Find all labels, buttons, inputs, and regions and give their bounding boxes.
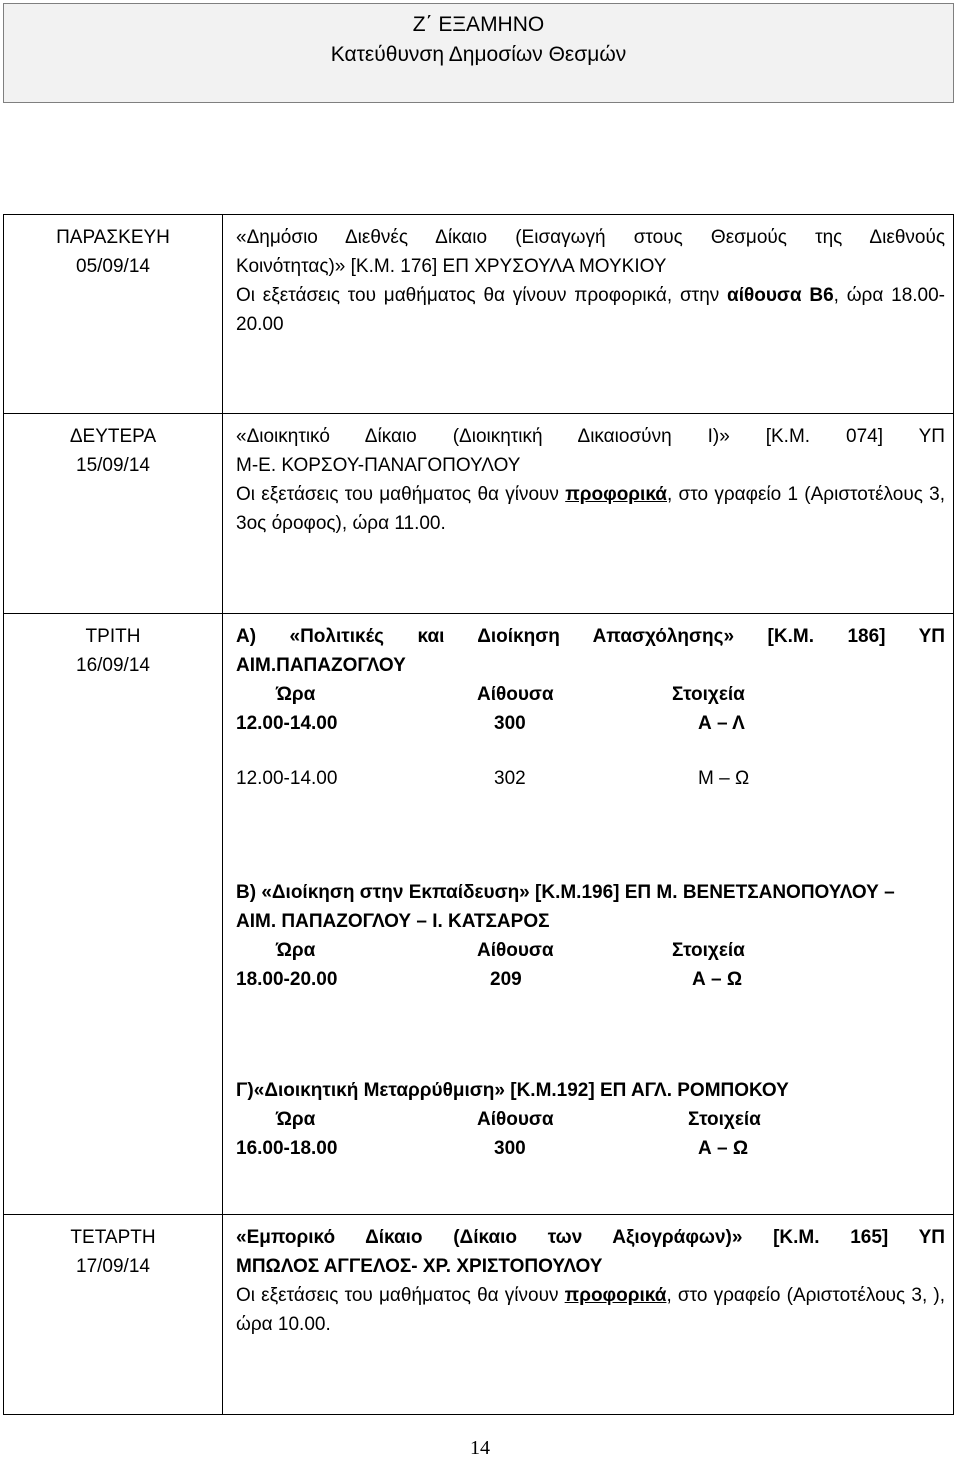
- oral-label: προφορικά: [565, 484, 667, 505]
- col-time-header: Ώρα: [276, 1109, 316, 1130]
- cell-room: 209: [490, 969, 522, 990]
- course-cell: [236, 1223, 945, 1339]
- course-b-title-cont: ΑΙΜ. ΠΑΠΑΖΟΓΛΟΥ – Ι. ΚΑΤΣΑΡΟΣ: [236, 911, 550, 932]
- note-text: , ώρα 18.00-20.00: [236, 285, 945, 335]
- course-a-table-row: [236, 764, 945, 793]
- page-number: 14: [470, 1437, 490, 1459]
- cell-letters: Α – Ω: [698, 1138, 749, 1159]
- cell-room: 300: [494, 1138, 526, 1159]
- schedule-row-friday: [3, 214, 954, 414]
- room-label: αίθουσα Β6: [727, 285, 834, 306]
- day-cell: [4, 215, 223, 413]
- note-text: Οι εξετάσεις του μαθήματος θα γίνουν προφορικά, στην: [236, 285, 728, 306]
- note-text: Οι εξετάσεις του μαθήματος θα γίνουν: [236, 1285, 565, 1306]
- course-cell: [236, 622, 945, 1163]
- cell-time: 12.00-14.00: [236, 713, 338, 734]
- cell-letters: Α – Λ: [698, 713, 745, 734]
- day-name: ΔΕΥΤΕΡΑ: [69, 426, 157, 447]
- course-title: «Εμπορικό Δίκαιο (Δίκαιο των Αξιογράφων)» [Κ.Μ. 165] ΥΠ: [236, 1227, 945, 1248]
- course-title-cont: Μ-Ε. ΚΟΡΣΟΥ-ΠΑΝΑΓΟΠΟΥΛΟΥ: [236, 455, 521, 476]
- course-title-cont: Κοινότητας)» [Κ.Μ. 176] ΕΠ ΧΡΥΣΟΥΛΑ ΜΟΥΚΙΟΥ: [236, 256, 667, 277]
- col-room-header: Αίθουσα: [477, 940, 554, 961]
- exam-note: [236, 1281, 945, 1339]
- col-letters-header: Στοιχεία: [688, 1109, 761, 1130]
- course-c-title: Γ)«Διοικητική Μεταρρύθμιση» [Κ.Μ.192] ΕΠ ΑΓΛ. ΡΟΜΠΟΚΟΥ: [236, 1080, 789, 1101]
- semester-header: [3, 3, 954, 103]
- day-cell: [4, 414, 223, 613]
- col-time-header: Ώρα: [276, 684, 316, 705]
- course-b-table-row: [236, 965, 945, 994]
- direction-title: Κατεύθυνση Δημοσίων Θεσμών: [330, 43, 627, 66]
- exam-note: [236, 281, 945, 339]
- course-a-title-cont: ΑΙΜ.ΠΑΠΑΖΟΓΛΟΥ: [236, 655, 406, 676]
- course-cell: [236, 223, 945, 339]
- day-cell: [4, 1215, 223, 1414]
- day-name: ΤΡΙΤΗ: [85, 626, 141, 647]
- cell-letters: Α – Ω: [692, 969, 743, 990]
- course-a-table-row: [236, 709, 945, 738]
- course-c-table-header: [236, 1105, 945, 1134]
- exam-note: [236, 480, 945, 538]
- schedule-row-wednesday: [3, 1214, 954, 1415]
- col-time-header: Ώρα: [276, 940, 316, 961]
- day-date: 05/09/14: [76, 256, 150, 277]
- semester-title: Ζ΄ ΕΞΑΜΗΝΟ: [412, 13, 545, 36]
- day-cell: [4, 614, 223, 1214]
- course-cell: [236, 422, 945, 538]
- cell-letters: Μ – Ω: [698, 768, 750, 789]
- day-date: 15/09/14: [76, 455, 150, 476]
- day-date: 17/09/14: [76, 1256, 150, 1277]
- note-text: , στο γραφείο (Αριστοτέλους 3, ), ώρα 10.00.: [236, 1285, 946, 1335]
- cell-time: 12.00-14.00: [236, 768, 338, 789]
- day-name: ΠΑΡΑΣΚΕΥΗ: [56, 227, 170, 248]
- cell-room: 302: [494, 768, 526, 789]
- note-text: , στο γραφείο 1 (Αριστοτέλους 3, 3ος όροφος), ώρα 11.00.: [236, 484, 945, 534]
- cell-time: 16.00-18.00: [236, 1138, 338, 1159]
- col-room-header: Αίθουσα: [477, 1109, 554, 1130]
- day-date: 16/09/14: [76, 655, 150, 676]
- course-a-title: Α) «Πολιτικές και Διοίκηση Απασχόλησης» [Κ.Μ. 186] ΥΠ: [236, 626, 945, 647]
- course-title-cont: ΜΠΩΛΟΣ ΑΓΓΕΛΟΣ- ΧΡ. ΧΡΙΣΤΟΠΟΥΛΟΥ: [236, 1256, 603, 1277]
- col-letters-header: Στοιχεία: [672, 684, 745, 705]
- schedule-row-tuesday: [3, 613, 954, 1215]
- col-letters-header: Στοιχεία: [672, 940, 745, 961]
- course-c-table-row: [236, 1134, 945, 1163]
- day-name: ΤΕΤΑΡΤΗ: [70, 1227, 156, 1248]
- oral-label: προφορικά: [564, 1285, 667, 1306]
- col-room-header: Αίθουσα: [477, 684, 554, 705]
- course-b-table-header: [236, 936, 945, 965]
- course-b-title: Β) «Διοίκηση στην Εκπαίδευση» [Κ.Μ.196] ΕΠ Μ. ΒΕΝΕΤΣΑΝΟΠΟΥΛΟΥ –: [236, 882, 895, 903]
- schedule-row-monday: [3, 413, 954, 614]
- course-title: «Δημόσιο Διεθνές Δίκαιο (Εισαγωγή στους Θεσμούς της Διεθνούς: [236, 227, 945, 248]
- cell-room: 300: [494, 713, 526, 734]
- note-text: Οι εξετάσεις του μαθήματος θα γίνουν: [236, 484, 566, 505]
- course-title: «Διοικητικό Δίκαιο (Διοικητική Δικαιοσύνη Ι)» [Κ.Μ. 074] ΥΠ: [236, 426, 945, 447]
- cell-time: 18.00-20.00: [236, 969, 338, 990]
- course-a-table-header: [236, 680, 945, 709]
